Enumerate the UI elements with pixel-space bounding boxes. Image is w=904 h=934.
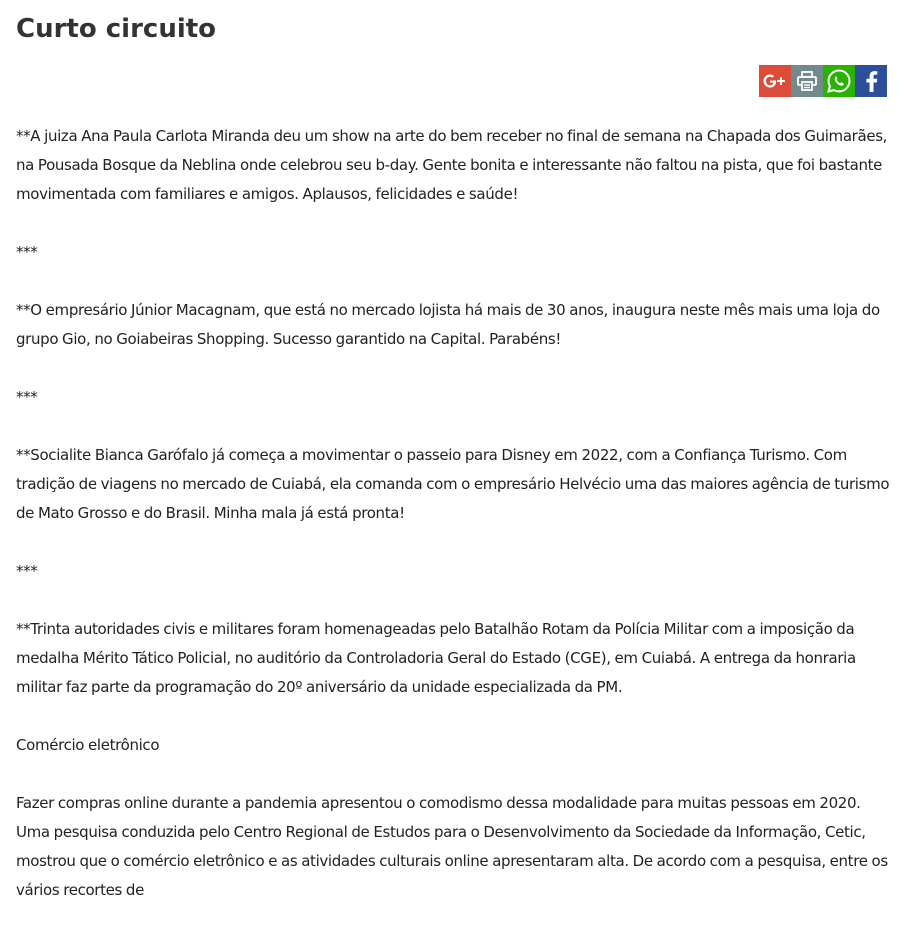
- section-heading: Comércio eletrônico: [16, 736, 160, 754]
- paragraph: **A juiza Ana Paula Carlota Miranda deu um show na arte do bem receber no final de semana na Chapada dos Guimarães, na Pousada Bosque da Neblina onde celebrou seu b-day. Gente bonita e interessante não faltou na pista, que foi bastante movimentada com familiares e amigos. Aplausos, felicidades e saúde!: [16, 127, 888, 203]
- separator: ***: [16, 388, 38, 406]
- page-title: Curto circuito: [16, 14, 217, 44]
- facebook-icon: [862, 69, 880, 93]
- paragraph: Fazer compras online durante a pandemia apresentou o comodismo dessa modalidade para muitas pessoas em 2020. Uma pesquisa conduzida pelo Centro Regional de Estudos para o Desenvolvimento da Sociedade da Informação, Cetic, mostrou que o comércio eletrônico e as atividades culturais online apresentaram alta. De acordo com a pesquisa, entre os vários recortes de: [16, 794, 888, 899]
- whatsapp-icon: [826, 68, 852, 94]
- paragraph: **O empresário Júnior Macagnam, que está no mercado lojista há mais de 30 anos, inaugura neste mês mais uma loja do grupo Gio, no Goiabeiras Shopping. Sucesso garantido na Capital. Parabéns!: [16, 301, 880, 348]
- share-bar: [759, 65, 887, 97]
- paragraph: **Socialite Bianca Garófalo já começa a movimentar o passeio para Disney em 2022, com a Confiança Turismo. Com tradição de viagens no mercado de Cuiabá, ela comanda com o empresário Helvécio uma das maiores agência de turismo de Mato Grosso e do Brasil. Minha mala já está pronta!: [16, 446, 890, 522]
- google-plus-share-button[interactable]: [759, 65, 791, 97]
- whatsapp-share-button[interactable]: [823, 65, 855, 97]
- separator: ***: [16, 562, 38, 580]
- paragraph: **Trinta autoridades civis e militares foram homenageadas pelo Batalhão Rotam da Polícia Militar com a imposição da medalha Mérito Tático Policial, no auditório da Controladoria Geral do Estado (CGE), em Cuiabá. A entrega da honraria militar faz parte da programação do 20º aniversário da unidade especializada da PM.: [16, 620, 856, 696]
- print-button[interactable]: [791, 65, 823, 97]
- article-body: [16, 122, 890, 934]
- google-plus-icon: [762, 71, 788, 91]
- print-icon: [796, 70, 818, 92]
- facebook-share-button[interactable]: [855, 65, 887, 97]
- separator: ***: [16, 243, 38, 261]
